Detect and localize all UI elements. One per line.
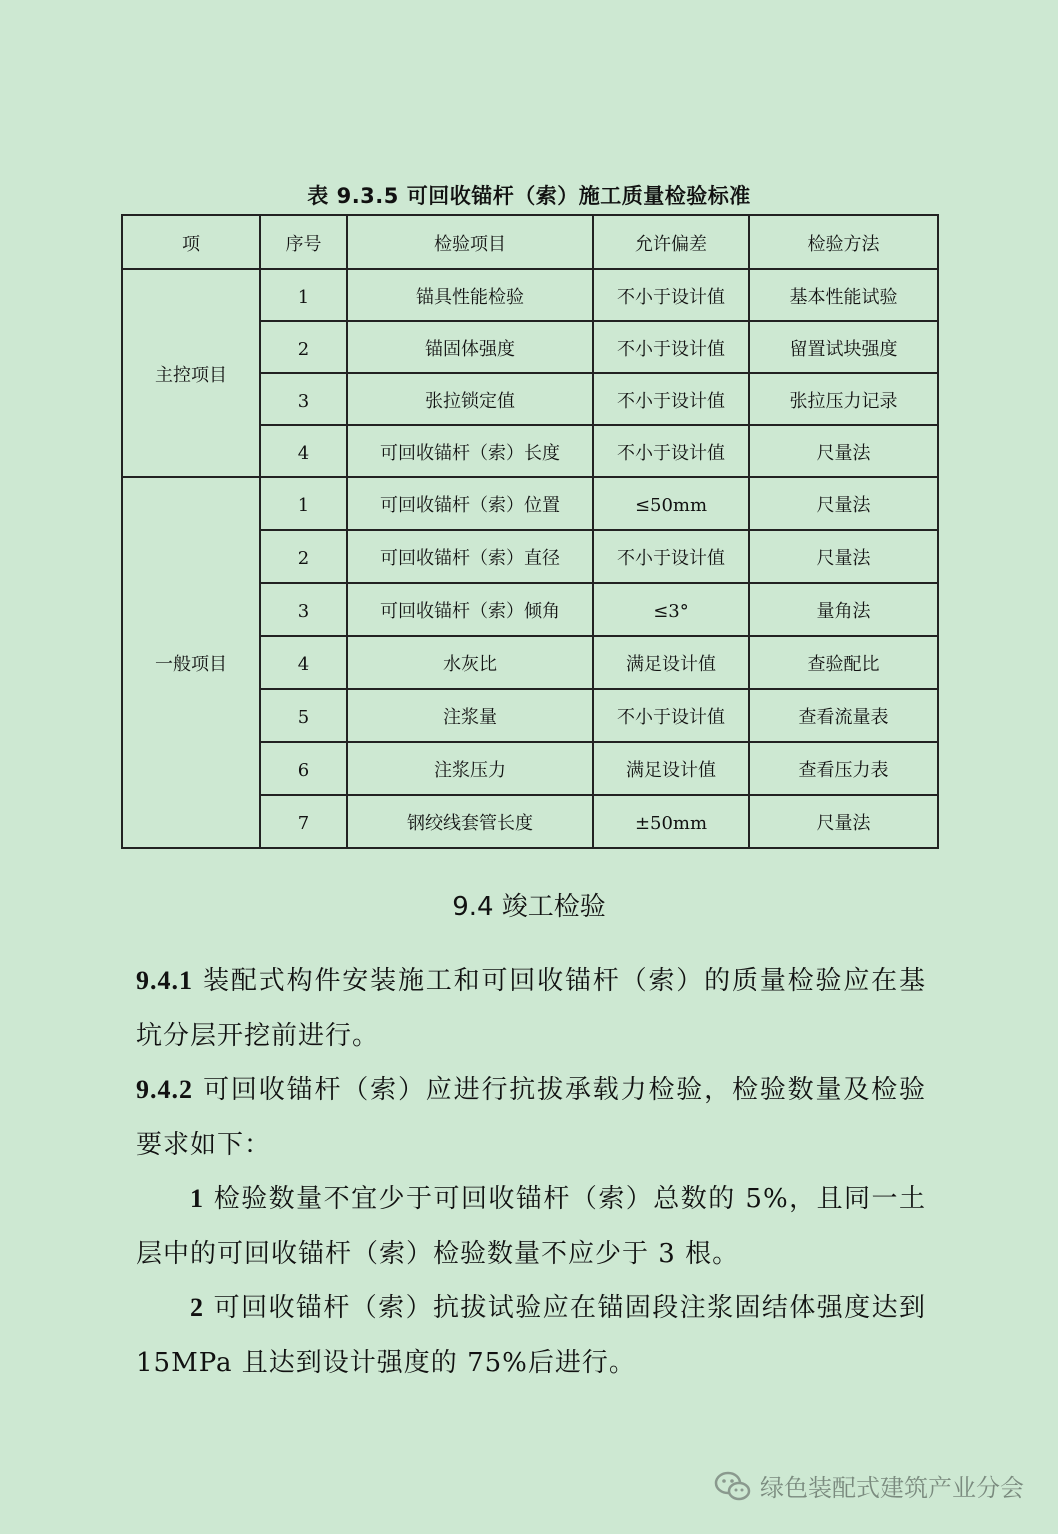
clause-9-4-1 [136, 954, 926, 1063]
cell-method: 尺量法 [749, 530, 938, 583]
cell-inspection: 水灰比 [347, 636, 593, 689]
cell-method: 尺量法 [749, 425, 938, 477]
cell-seq: 5 [260, 689, 347, 742]
cell-method: 尺量法 [749, 795, 938, 848]
cell-method: 查看流量表 [749, 689, 938, 742]
cell-method: 基本性能试验 [749, 269, 938, 321]
cell-seq: 3 [260, 583, 347, 636]
cell-tolerance: 不小于设计值 [593, 530, 749, 583]
table-header-row [122, 215, 938, 269]
cell-tolerance: 满足设计值 [593, 742, 749, 795]
cell-method: 量角法 [749, 583, 938, 636]
list-item-text: 检验数量不宜少于可回收锚杆（索）总数的 5%，且同一土层中的可回收锚杆（索）检验数量不应少于 3 根。 [136, 1184, 926, 1269]
cell-tolerance: ±50mm [593, 795, 749, 848]
cell-inspection: 张拉锁定值 [347, 373, 593, 425]
clause-text: 装配式构件安装施工和可回收锚杆（索）的质量检验应在基坑分层开挖前进行。 [136, 966, 926, 1051]
group-label-general: 一般项目 [122, 477, 260, 848]
group-label-main: 主控项目 [122, 269, 260, 477]
cell-inspection: 注浆压力 [347, 742, 593, 795]
cell-tolerance: 不小于设计值 [593, 689, 749, 742]
cell-method: 留置试块强度 [749, 321, 938, 373]
table-row [122, 477, 938, 530]
cell-seq: 7 [260, 795, 347, 848]
clause-number: 9.4.1 [136, 966, 193, 995]
list-item-2 [136, 1281, 926, 1390]
cell-tolerance: ≤3° [593, 583, 749, 636]
clause-number: 9.4.2 [136, 1075, 193, 1104]
inspection-standard-table [121, 214, 939, 849]
cell-seq: 4 [260, 636, 347, 689]
cell-seq: 4 [260, 425, 347, 477]
cell-inspection: 可回收锚杆（索）长度 [347, 425, 593, 477]
list-item-number: 2 [190, 1293, 204, 1322]
section-title: 9.4 竣工检验 [452, 892, 606, 922]
cell-seq: 2 [260, 530, 347, 583]
header-seq: 序号 [260, 215, 347, 269]
header-method: 检验方法 [749, 215, 938, 269]
cell-method: 尺量法 [749, 477, 938, 530]
table-row [122, 269, 938, 321]
clause-text: 可回收锚杆（索）应进行抗拔承载力检验，检验数量及检验要求如下： [136, 1075, 926, 1160]
cell-inspection: 钢绞线套管长度 [347, 795, 593, 848]
cell-inspection: 锚具性能检验 [347, 269, 593, 321]
cell-tolerance: 不小于设计值 [593, 425, 749, 477]
list-item-text: 可回收锚杆（索）抗拔试验应在锚固段注浆固结体强度达到 15MPa 且达到设计强度的 75%后进行。 [136, 1293, 926, 1378]
cell-tolerance: 满足设计值 [593, 636, 749, 689]
watermark [714, 1468, 1024, 1503]
cell-tolerance: ≤50mm [593, 477, 749, 530]
cell-tolerance: 不小于设计值 [593, 321, 749, 373]
cell-inspection: 可回收锚杆（索）倾角 [347, 583, 593, 636]
cell-seq: 1 [260, 477, 347, 530]
header-tolerance: 允许偏差 [593, 215, 749, 269]
watermark-text: 绿色装配式建筑产业分会 [760, 1474, 1024, 1502]
cell-inspection: 可回收锚杆（索）位置 [347, 477, 593, 530]
wechat-icon [714, 1470, 752, 1502]
clause-9-4-2 [136, 1063, 926, 1172]
cell-seq: 2 [260, 321, 347, 373]
cell-tolerance: 不小于设计值 [593, 269, 749, 321]
table-caption: 表 9.3.5 可回收锚杆（索）施工质量检验标准 [307, 184, 751, 208]
cell-seq: 6 [260, 742, 347, 795]
cell-seq: 1 [260, 269, 347, 321]
header-inspection: 检验项目 [347, 215, 593, 269]
cell-method: 查验配比 [749, 636, 938, 689]
cell-tolerance: 不小于设计值 [593, 373, 749, 425]
cell-inspection: 注浆量 [347, 689, 593, 742]
cell-seq: 3 [260, 373, 347, 425]
cell-inspection: 可回收锚杆（索）直径 [347, 530, 593, 583]
header-item: 项 [122, 215, 260, 269]
cell-method: 查看压力表 [749, 742, 938, 795]
cell-inspection: 锚固体强度 [347, 321, 593, 373]
cell-method: 张拉压力记录 [749, 373, 938, 425]
list-item-number: 1 [190, 1184, 204, 1213]
list-item-1 [136, 1172, 926, 1281]
